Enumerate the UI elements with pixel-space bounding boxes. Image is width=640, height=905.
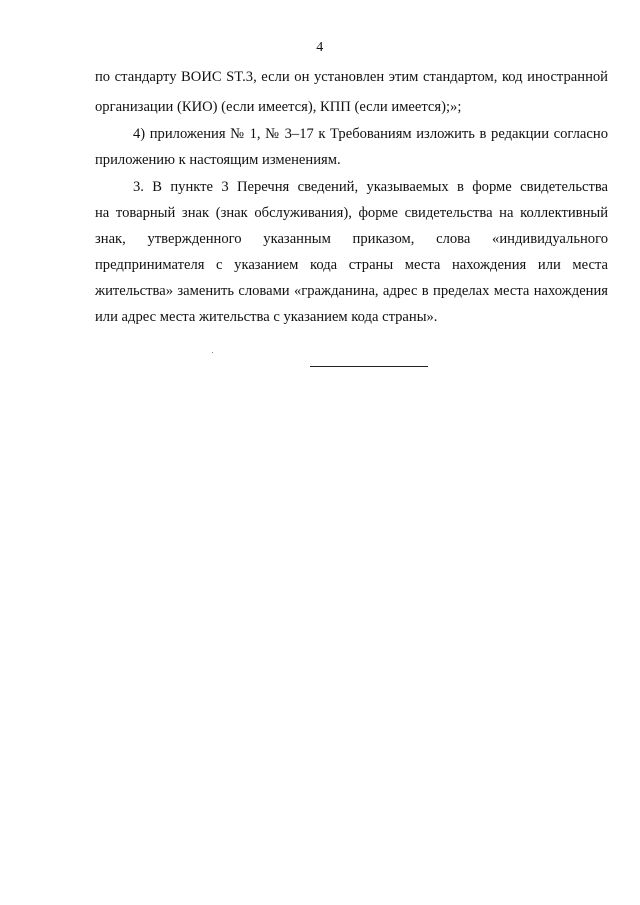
paragraph-1-line-2: организации (КИО) (если имеется), КПП (если имеется);»; bbox=[95, 99, 462, 115]
paragraph-3-line-1: 3. В пункте 3 Перечня сведений, указываемых в форме свидетельства bbox=[133, 179, 608, 195]
paragraph-3-line-2: на товарный знак (знак обслуживания), форме свидетельства на коллективный bbox=[95, 205, 608, 221]
paragraph-2-line-2: приложению к настоящим изменениям. bbox=[95, 152, 341, 168]
end-separator-line bbox=[310, 366, 428, 367]
page-number: 4 bbox=[316, 40, 324, 55]
paragraph-1-line-1: по стандарту ВОИС ST.3, если он установлен этим стандартом, код иностранной bbox=[95, 69, 608, 85]
scan-speck bbox=[212, 352, 213, 353]
paragraph-3-line-3: знак, утвержденного указанным приказом, слова «индивидуального bbox=[95, 231, 608, 247]
paragraph-3-line-4: предпринимателя с указанием кода страны места нахождения или места bbox=[95, 257, 608, 273]
paragraph-3-line-5: жительства» заменить словами «гражданина, адрес в пределах места нахождения bbox=[95, 283, 608, 299]
paragraph-3-line-6: или адрес места жительства с указанием кода страны». bbox=[95, 309, 438, 325]
paragraph-2-line-1: 4) приложения № 1, № 3–17 к Требованиям изложить в редакции согласно bbox=[133, 126, 608, 142]
